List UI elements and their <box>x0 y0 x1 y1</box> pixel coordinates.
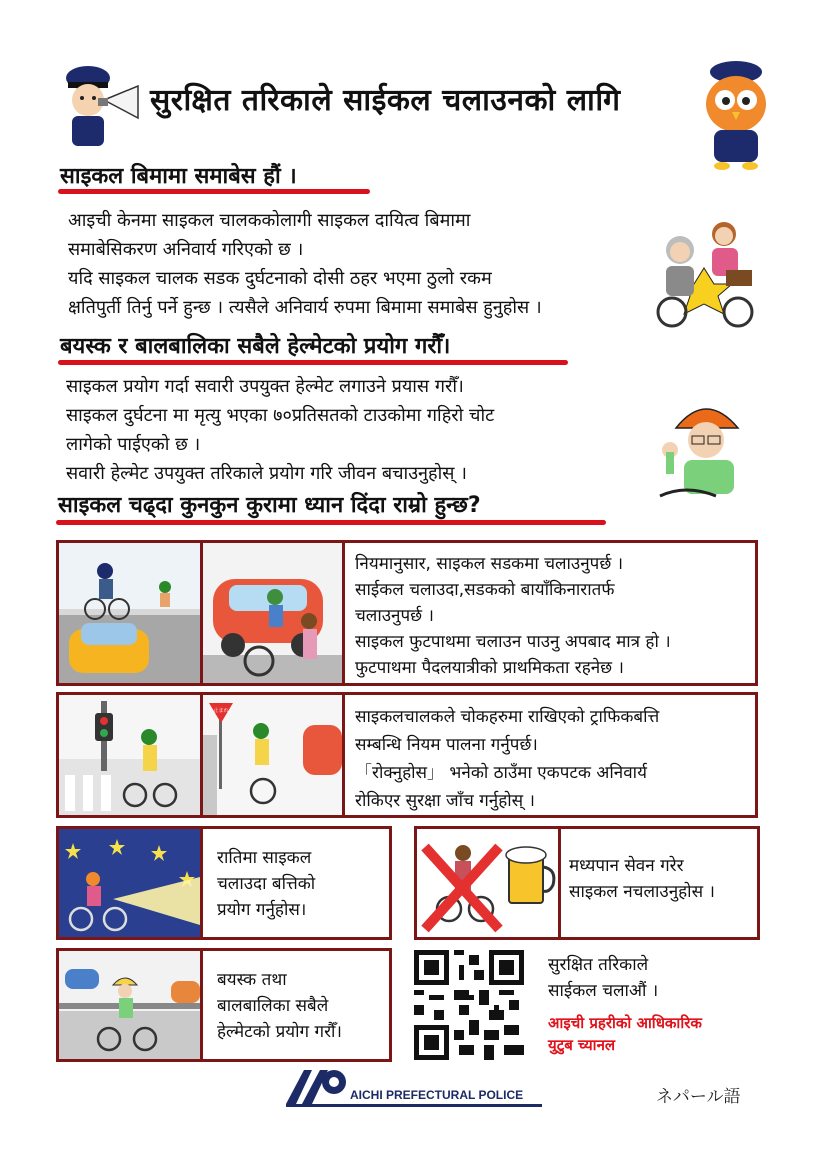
youtube-channel-label[interactable] <box>548 1012 702 1056</box>
helmet-text <box>66 372 494 488</box>
text-line: बयस्क तथा <box>217 970 287 990</box>
text-line: साइकल प्रयोग गर्दा सवारी उपयुक्त हेल्मेट लगाउने प्रयास गरौँ। <box>66 376 464 397</box>
section-heading-insurance: साइकल बिमामा समाबेस हौं । <box>60 164 297 189</box>
text-line: आइची प्रहरीको आधिकारिक <box>548 1014 702 1032</box>
section-heading-helmet: बयस्क र बालबालिका सबैले हेल्मेटको प्रयोग गरौँ। <box>60 334 451 359</box>
drinking-rule-text <box>569 853 715 905</box>
text-line: समाबेसिकरण अनिवार्य गरिएको छ । <box>68 239 304 260</box>
footer-rule <box>286 1104 542 1107</box>
owl-police-mascot <box>700 56 772 172</box>
text-line: सवारी हेल्मेट उपयुक्त तरिकाले प्रयोग गरि जीवन बचाउनुहोस् । <box>66 463 467 484</box>
text-line: फुटपाथमा पैदलयात्रीको प्राथमिकता रहनेछ । <box>355 658 624 678</box>
text-line: रोकिएर सुरक्षा जाँच गर्नुहोस् । <box>355 791 536 811</box>
text-line: साइकल फुटपाथमा चलाउन पाउनु अपबाद मात्र हो । <box>355 632 671 652</box>
helmet-rider-illustration <box>656 388 756 500</box>
language-label: ネパール語 <box>656 1087 741 1107</box>
text-line: साइकल दुर्घटना मा मृत्यु भएका ७०प्रतिसतको टाउकोमा गहिरो चोट <box>66 405 495 426</box>
youtube-caption <box>548 952 658 1004</box>
stop-sign-text: 止まれ <box>213 708 229 714</box>
stop-sign-image <box>203 695 345 815</box>
night-rule-text <box>217 845 315 923</box>
text-line: सुरक्षित तरिकाले <box>548 955 649 975</box>
text-line: साईकल चलाउदा,सडकको बायाँकिनारातर्फ <box>355 580 615 600</box>
text-line: नियमानुसार, साइकल सडकमा चलाउनुपर्छ । <box>355 554 624 574</box>
footer-org-name: AICHI PREFECTURAL POLICE <box>350 1088 524 1102</box>
text-line: बालबालिका सबैले <box>217 996 329 1016</box>
section-heading-tips: साइकल चढ्दा कुनकुन कुरामा ध्यान दिंदा राम्रो हुन्छ? <box>58 493 481 518</box>
rule-box-night-light <box>56 826 392 940</box>
text-line: साइकल नचलाउनुहोस । <box>569 882 715 902</box>
text-line: चलाउदा बत्तिको <box>217 874 316 894</box>
text-line: आइची केनमा साइकल चालकको​लागी साइकल दायित्व बिमामा <box>68 210 471 231</box>
text-line: हेल्मेटको प्रयोग गरौँ। <box>217 1022 342 1042</box>
no-drunk-riding-image <box>417 829 561 937</box>
aichi-police-logo <box>282 1066 352 1106</box>
page-title: सुरक्षित तरिकाले साईकल चलाउनको लागि <box>150 83 621 118</box>
youtube-qr-code[interactable] <box>414 950 524 1060</box>
text-line: मध्यपान सेवन गरेर <box>569 856 684 876</box>
text-line: 「रोक्नुहोस」 भनेको ठाउँमा एकपटक अनिवार्य <box>355 763 647 783</box>
rule-box-helmet <box>56 948 392 1062</box>
car-and-pedestrian-image <box>203 543 345 683</box>
insurance-text <box>68 206 542 322</box>
heading-underline <box>56 520 606 525</box>
text-line: रातिमा साइकल <box>217 848 312 868</box>
text-line: क्षतिपुर्ती तिर्नु पर्ने हुन्छ । त्यसैले अनिवार्य रुपमा बिमामा समाबेस हुनुहोस । <box>68 297 542 318</box>
rule-box-no-drinking <box>414 826 760 940</box>
text-line: साईकल चलाऔं । <box>548 981 659 1001</box>
bicycle-collision-illustration <box>652 208 756 330</box>
text-line: सम्बन्धि नियम पालना गर्नुपर्छ। <box>355 735 538 755</box>
night-riding-image <box>59 829 203 937</box>
text-line: युटुब च्यानल <box>548 1036 616 1054</box>
rule-box-signal <box>56 692 758 818</box>
rule-box-road <box>56 540 758 686</box>
heading-underline <box>58 189 370 194</box>
road-rule-text <box>355 551 671 681</box>
helmet-rule-text <box>217 967 342 1045</box>
child-helmet-riding-image <box>59 951 203 1059</box>
text-line: साइकलचालकले चोकहरुमा राखिएको ट्राफिकबत्ति <box>355 707 660 727</box>
text-line: लागेको पाईएको छ । <box>66 434 201 455</box>
cyclists-on-road-image <box>59 543 203 683</box>
text-line: चलाउनुपर्छ । <box>355 606 434 626</box>
signal-rule-text <box>355 703 659 815</box>
text-line: प्रयोग गर्नुहोस। <box>217 900 307 920</box>
text-line: यदि साइकल चालक सडक दुर्घटनाको दोसी ठहर भएमा ठुलो रकम <box>68 268 492 289</box>
heading-underline <box>58 360 568 365</box>
police-mascot-megaphone <box>58 60 144 152</box>
traffic-light-crossing-image <box>59 695 203 815</box>
